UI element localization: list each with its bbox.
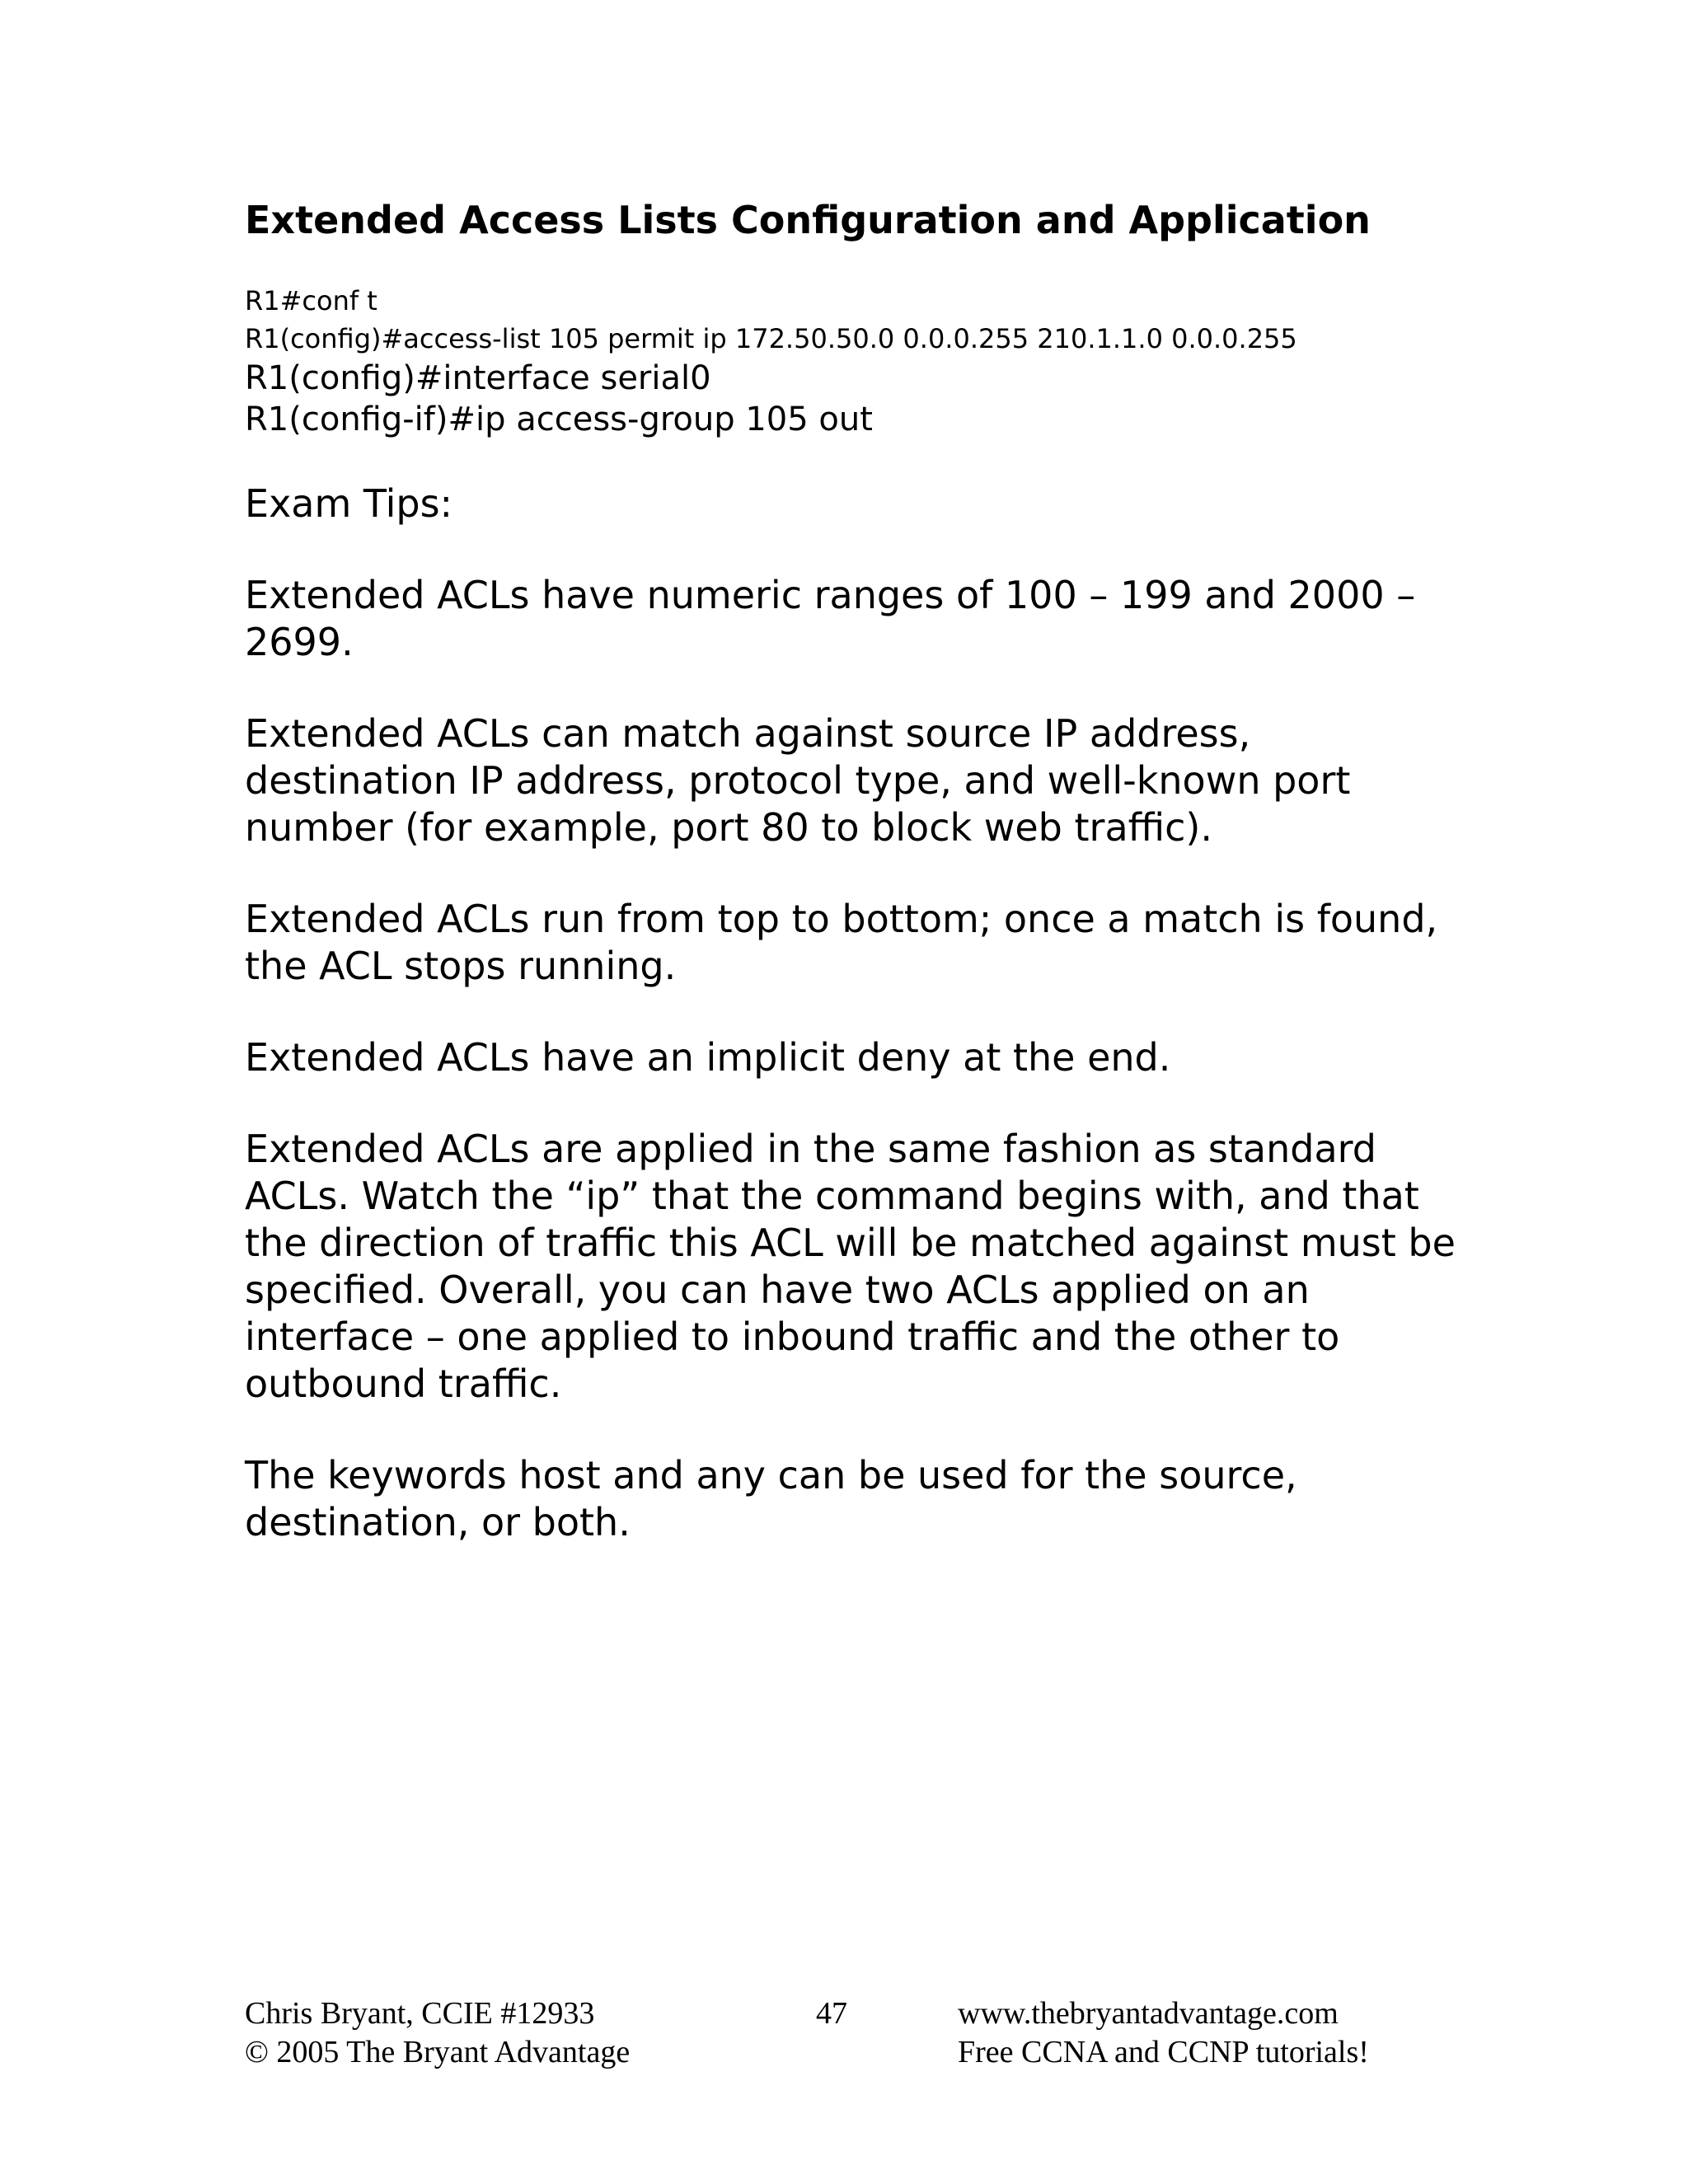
code-line: R1#conf t	[245, 285, 377, 316]
page-title: Extended Access Lists Configuration and Application	[245, 198, 1371, 242]
code-line: R1(config)#access-list 105 permit ip 172.50.50.0 0.0.0.255 210.1.1.0 0.0.0.255	[245, 323, 1297, 354]
footer-copyright: © 2005 The Bryant Advantage	[245, 2035, 631, 2069]
footer-right	[958, 1994, 1369, 2072]
footer-tagline: Free CCNA and CCNP tutorials!	[958, 2035, 1369, 2069]
code-block	[245, 282, 1465, 440]
footer-author: Chris Bryant, CCIE #12933	[245, 1996, 595, 2031]
code-line: R1(config-if)#ip access-group 105 out	[245, 401, 873, 438]
code-line: R1(config)#interface serial0	[245, 359, 711, 397]
exam-tip-paragraph: The keywords host and any can be used for the source, destination, or both.	[245, 1453, 1297, 1544]
exam-tip-paragraph: Extended ACLs are applied in the same fashion as standard ACLs. Watch the “ip” that the command begins with, and that the direction of traffic this ACL will be matched against must be specified. Overall, you can have two ACLs applied on an interface – one applied to inbound traffic and the other to outbound traffic.	[245, 1127, 1456, 1406]
page-content	[245, 191, 1465, 1546]
exam-tip-paragraph: Extended ACLs have numeric ranges of 100 – 199 and 2000 – 2699.	[245, 573, 1416, 664]
exam-tips-heading: Exam Tips:	[245, 481, 453, 526]
footer-website: www.thebryantadvantage.com	[958, 1996, 1339, 2031]
exam-tip-paragraph: Extended ACLs run from top to bottom; once a match is found, the ACL stops running.	[245, 897, 1438, 988]
exam-tip-paragraph: Extended ACLs have an implicit deny at the end.	[245, 1035, 1171, 1080]
page-number: 47	[816, 1996, 847, 2031]
footer-left	[245, 1994, 630, 2072]
exam-tip-paragraph: Extended ACLs can match against source IP address, destination IP address, protocol type, and well-known port number (for example, port 80 to block web traffic).	[245, 711, 1351, 850]
